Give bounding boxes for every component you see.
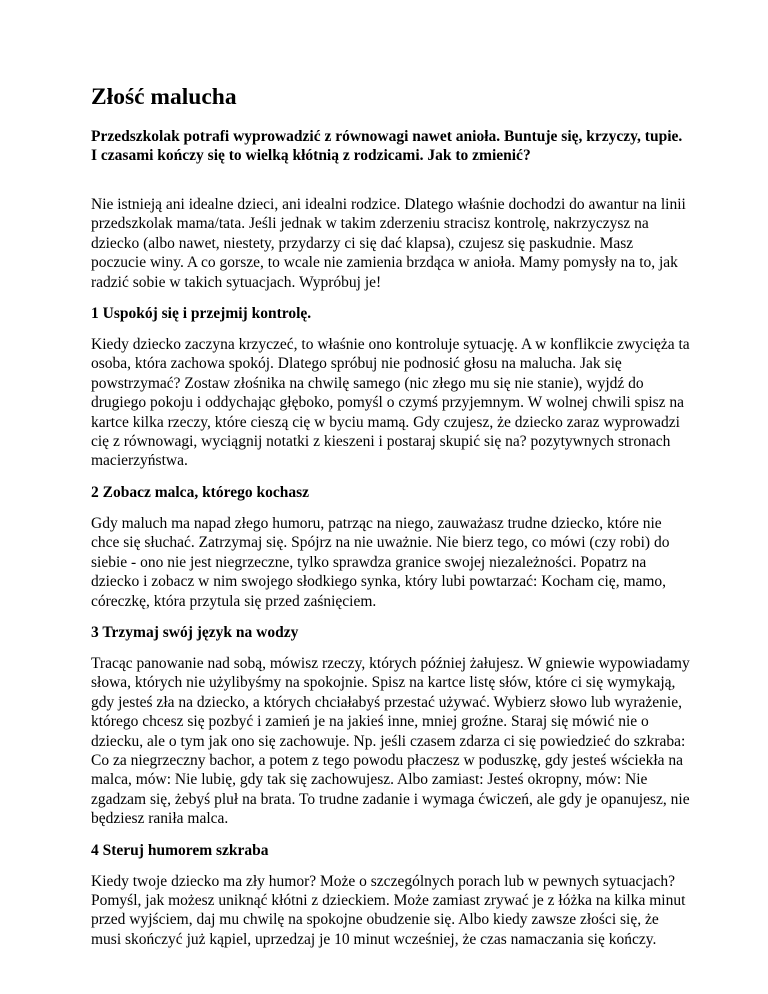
section-3 [91, 623, 691, 829]
article-title: Złość malucha [91, 84, 237, 110]
document-page [91, 82, 691, 961]
article-lead: Przedszkolak potrafi wyprowadzić z równowagi nawet anioła. Buntuje się, krzyczy, tupie. I czasami kończy się to wielką kłótnią z rodzicami. Jak to zmienić? [91, 128, 683, 164]
section-heading: 1 Uspokój się i przejmij kontrolę. [91, 305, 312, 323]
section-text: Tracąc panowanie nad sobą, mówisz rzeczy, których później żałujesz. W gniewie wypowiadamy słowa, których nie użylibyśmy na spokojnie. Spisz na kartce listę słów, które ci się wymykają, gdy jesteś zła na dziecko, a których chciałabyś przestać używać. Wybierz słowo lub wyrażenie, którego chcesz się pozbyć i zamień je na jakieś inne, mniej groźne. Staraj się mówić nie o dziecku, ale o tym jak ono się zachowuje. Np. jeśli czasem zdarza ci się powiedzieć do szkraba: Co za niegrzeczny bachor, a potem z tego powodu płaczesz w poduszkę, gdy jesteś wściekła na malca, mów: Nie lubię, gdy tak się zachowujesz. Albo zamiast: Jesteś okropny, mów: Nie zgadzam się, żebyś pluł na brata. To trudne zadanie i wymaga ćwiczeń, ale gdy je opanujesz, nie będziesz raniła malca. [91, 654, 690, 828]
section-2 [91, 483, 691, 611]
section-1 [91, 304, 691, 471]
article-intro: Nie istnieją ani idealne dzieci, ani idealni rodzice. Dlatego właśnie dochodzi do awantur na linii przedszkolak mama/tata. Jeśli jednak w takim zderzeniu stracisz kontrolę, nakrzyczysz na dziecko (albo nawet, niestety, przydarzy ci się dać klapsa), czujesz się paskudnie. Masz poczucie winy. A co gorsze, to wcale nie zamienia brzdąca w anioła. Mamy pomysły na to, jak radzić sobie w takich sytuacjach. Wypróbuj je! [91, 196, 686, 291]
section-heading: 4 Steruj humorem szkraba [91, 841, 269, 859]
section-heading: 3 Trzymaj swój język na wodzy [91, 623, 299, 641]
section-heading: 2 Zobacz malca, którego kochasz [91, 483, 309, 501]
section-text: Kiedy twoje dziecko ma zły humor? Może o szczególnych porach lub w pewnych sytuacjach? Pomyśl, jak możesz uniknąć kłótni z dzieckiem. Może zamiast zrywać je z łóżka na kilka minut przed wyjściem, daj mu chwilę na spokojne obudzenie się. Albo kiedy zawsze złości się, że musi skończyć już kąpiel, uprzedzaj je 10 minut wcześniej, że czas namaczania się kończy. [91, 872, 686, 948]
section-4 [91, 841, 691, 950]
section-text: Kiedy dziecko zaczyna krzyczeć, to właśnie ono kontroluje sytuację. A w konflikcie zwycięża ta osoba, która zachowa spokój. Dlatego spróbuj nie podnosić głosu na malucha. Jak się powstrzymać? Zostaw złośnika na chwilę samego (nic złego mu się nie stanie), wyjdź do drugiego pokoju i oddychając głęboko, pomyśl o czymś przyjemnym. W wolnej chwili spisz na kartce kilka rzeczy, które cieszą cię w byciu mamą. Gdy czujesz, że dziecko zaraz wyprowadzi cię z równowagi, wyciągnij notatki z kieszeni i postaraj skupić się na? pozytywnych stronach macierzyństwa. [91, 336, 690, 470]
section-text: Gdy maluch ma napad złego humoru, patrząc na niego, zauważasz trudne dziecko, które nie chce się słuchać. Zatrzymaj się. Spójrz na nie uważnie. Nie bierz tego, co mówi (czy robi) do siebie - ono nie jest niegrzeczne, tylko sprawdza granice swojej niezależności. Popatrz na dziecko i zobacz w nim swojego słodkiego synka, który lubi powtarzać: Kocham cię, mamo, córeczkę, która przytula się przed zaśnięciem. [91, 514, 670, 610]
